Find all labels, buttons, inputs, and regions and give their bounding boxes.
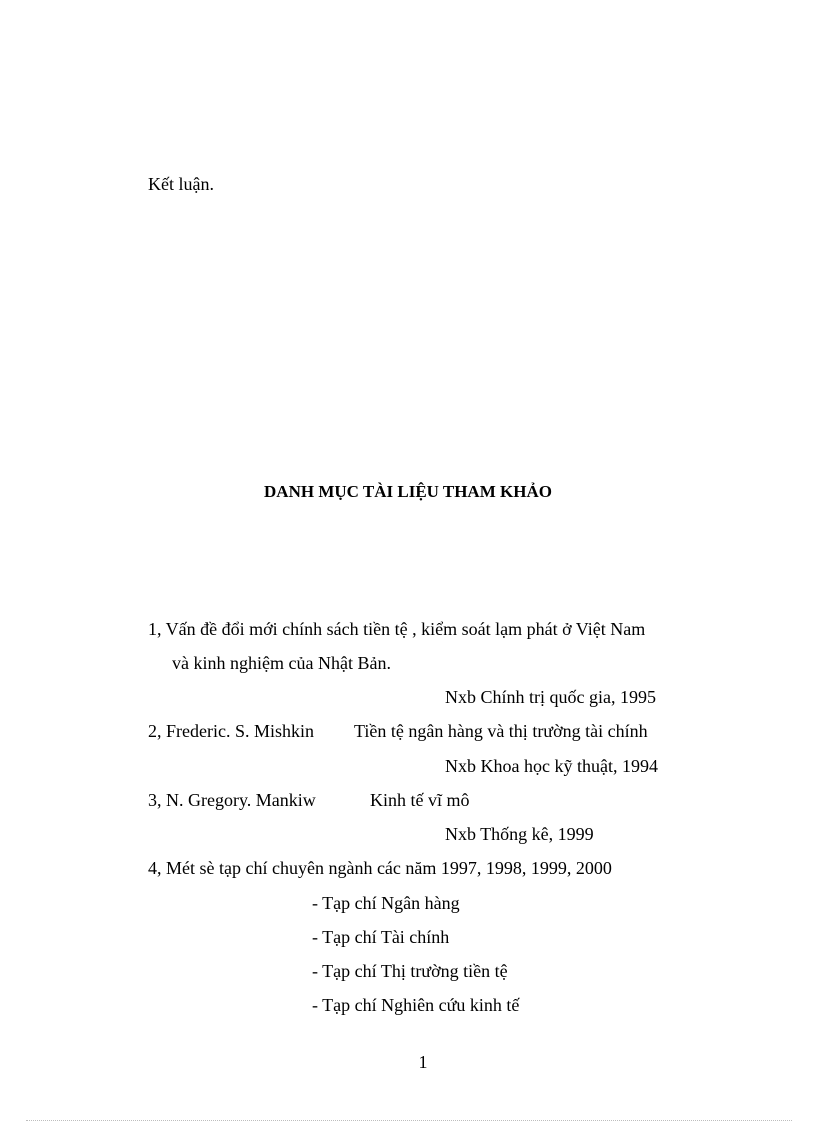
reference-1-publisher: Nxb Chính trị quốc gia, 1995 xyxy=(445,687,656,707)
reference-3-author: 3, N. Gregory. Mankiw xyxy=(148,790,316,810)
reference-3-work: Kinh tế vĩ mô xyxy=(370,790,470,810)
reference-3-publisher: Nxb Thống kê, 1999 xyxy=(445,824,594,844)
journal-item: - Tạp chí Ngân hàng xyxy=(312,893,460,913)
references-title: DANH MỤC TÀI LIỆU THAM KHẢO xyxy=(264,482,552,501)
reference-2-publisher: Nxb Khoa học kỹ thuật, 1994 xyxy=(445,756,658,776)
reference-4-title: 4, Mét sè tạp chí chuyên ngành các năm 1997, 1998, 1999, 2000 xyxy=(148,858,612,878)
journal-item: - Tạp chí Tài chính xyxy=(312,927,450,947)
reference-2-author: 2, Frederic. S. Mishkin xyxy=(148,721,314,741)
reference-1-title-continued: và kinh nghiệm của Nhật Bản. xyxy=(172,653,391,673)
reference-1-title: 1, Vấn đề đổi mới chính sách tiền tệ , kiểm soát lạm phát ở Việt Nam xyxy=(148,619,646,639)
conclusion-heading: Kết luận. xyxy=(148,174,214,194)
reference-2-work: Tiền tệ ngân hàng và thị trường tài chính xyxy=(354,721,648,741)
footer-divider xyxy=(26,1120,792,1121)
journal-item: - Tạp chí Nghiên cứu kinh tế xyxy=(312,995,520,1015)
journal-item: - Tạp chí Thị trường tiền tệ xyxy=(312,961,508,981)
page-number: 1 xyxy=(418,1052,428,1072)
